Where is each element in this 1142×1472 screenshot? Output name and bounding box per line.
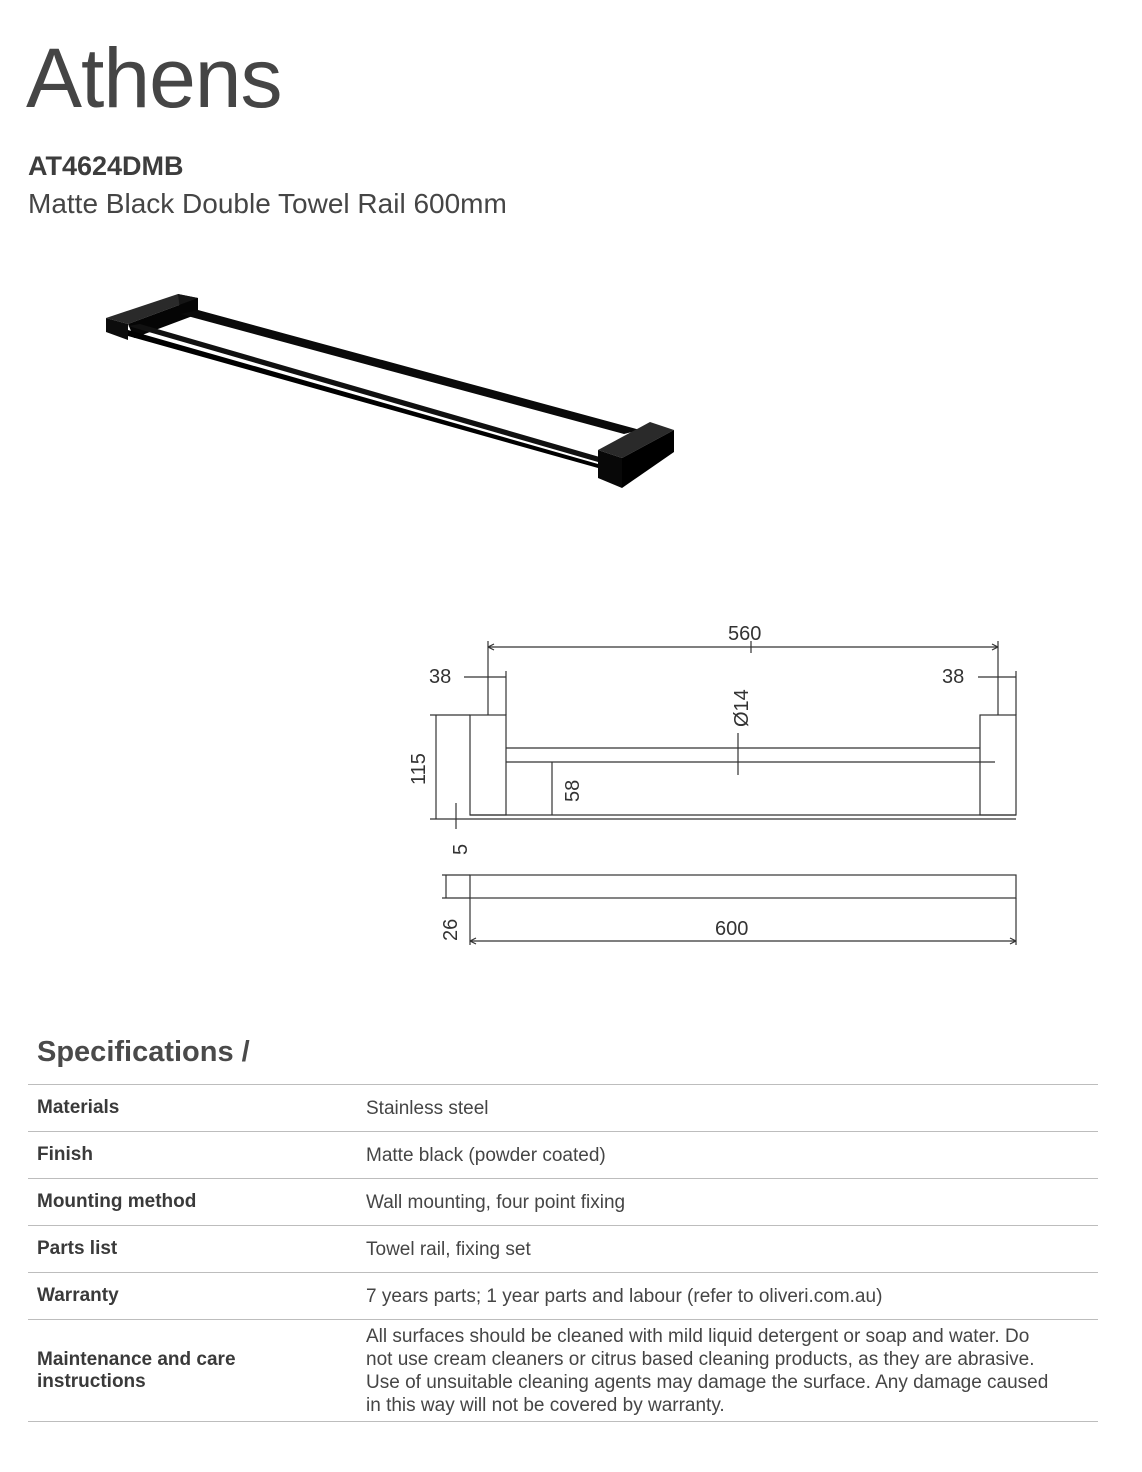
dim-26: 26 [440, 918, 462, 941]
spec-row-parts [28, 1226, 1098, 1273]
spec-value: Matte black (powder coated) [366, 1144, 606, 1166]
spec-row-warranty [28, 1273, 1098, 1320]
spec-value: Stainless steel [366, 1097, 489, 1119]
spec-label: Mounting method [37, 1191, 197, 1212]
spec-row-maintenance [28, 1320, 1098, 1422]
dim-38-right: 38 [942, 666, 965, 688]
spec-row-mounting [28, 1179, 1098, 1226]
spec-label: Materials [37, 1097, 120, 1118]
specifications-table [28, 1084, 1098, 1422]
specifications-heading: Specifications / [37, 1036, 250, 1068]
dim-560: 560 [728, 623, 762, 645]
spec-value: Towel rail, fixing set [366, 1238, 531, 1260]
dim-115: 115 [408, 753, 430, 785]
dimension-drawing [390, 615, 1030, 960]
product-code: AT4624DMB [28, 151, 184, 181]
product-name: Matte Black Double Towel Rail 600mm [28, 188, 507, 219]
dim-diameter: Ø14 [731, 689, 753, 727]
spec-label: Parts list [37, 1238, 118, 1259]
dim-600: 600 [715, 918, 749, 940]
dim-5: 5 [450, 843, 472, 855]
towel-rail-photo [100, 290, 690, 500]
dim-58: 58 [562, 779, 584, 802]
spec-row-materials [28, 1085, 1098, 1132]
spec-label: Warranty [37, 1285, 119, 1306]
spec-value: 7 years parts; 1 year parts and labour (refer to oliveri.com.au) [366, 1285, 883, 1307]
spec-value: Wall mounting, four point fixing [366, 1191, 626, 1213]
spec-value: All surfaces should be cleaned with mild liquid detergent or soap and water. Do not use cream cleaners or citrus based cleaning products, as they are abrasive. Use of unsuitable cleaning agents may damage the surface. Any damage caused in this way will not be covered by warranty. [366, 1325, 1049, 1416]
spec-label: Finish [37, 1144, 93, 1165]
dim-38-left: 38 [429, 666, 452, 688]
product-series-title: Athens [26, 31, 282, 125]
spec-row-finish [28, 1132, 1098, 1179]
spec-label: Maintenance and care instructions [37, 1348, 236, 1392]
